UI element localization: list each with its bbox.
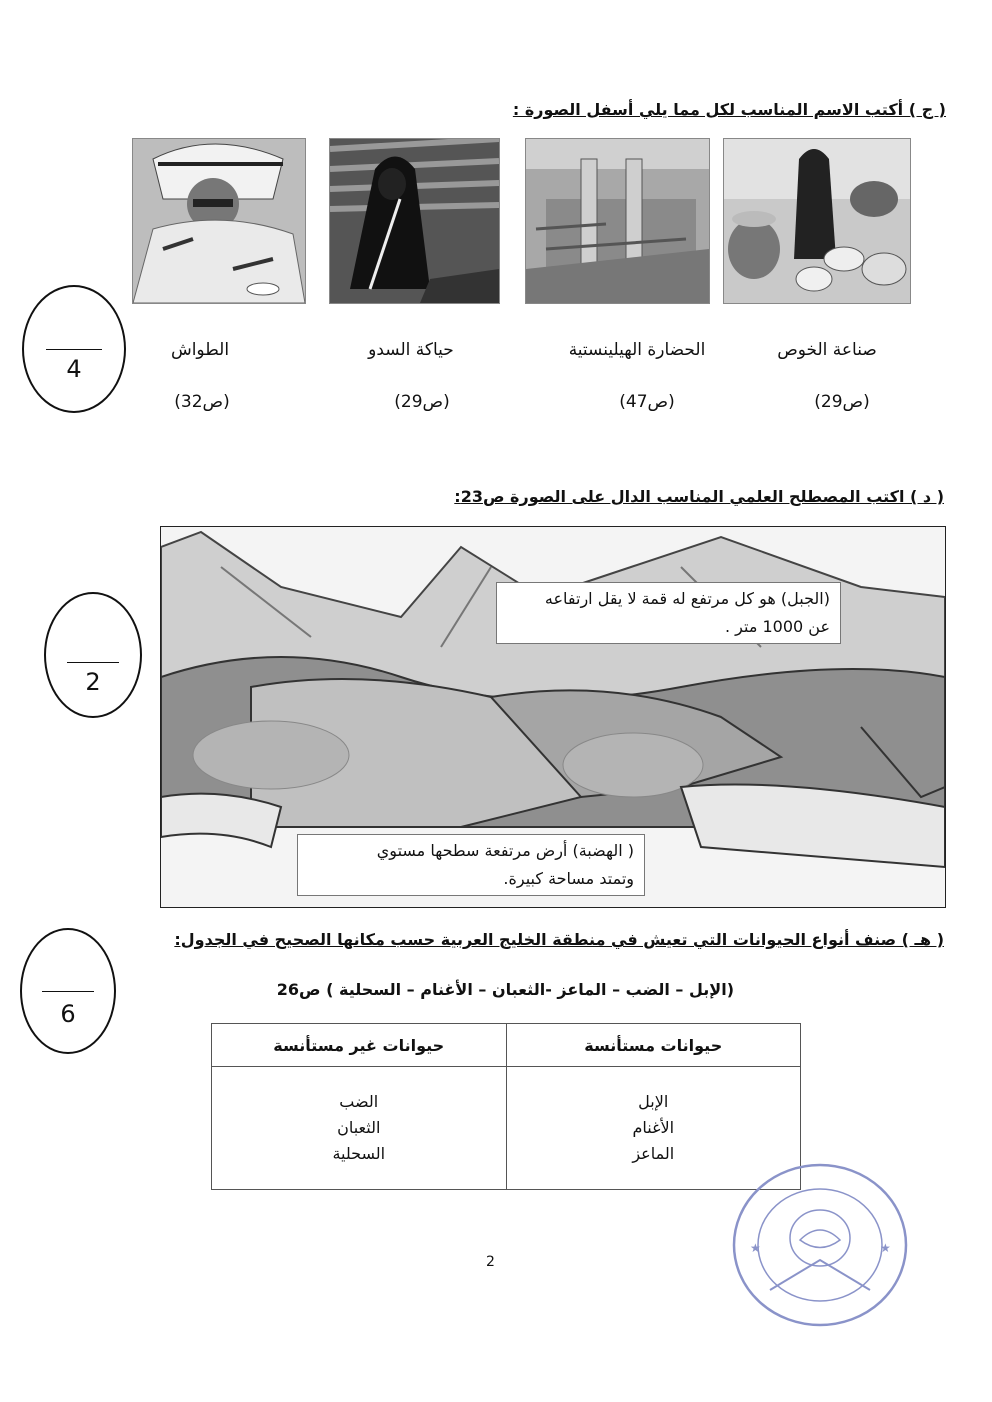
wild-item: الثعبان	[337, 1118, 381, 1137]
section-e-score-value: 6	[60, 1000, 76, 1028]
caption-hellenistic-label: الحضارة الهيلينستية	[568, 340, 706, 360]
caption-tawash-ref: (ص32)	[174, 392, 230, 412]
mountain-answer-box	[496, 582, 841, 644]
caption-sadu-ref: (ص29)	[394, 392, 450, 412]
caption-pottery-label: صناعة الخوص	[777, 340, 877, 360]
section-d-score	[44, 592, 142, 718]
wild-item: الضب	[339, 1092, 379, 1111]
word-bank: (الإبل – الضب – الماعز -الثعبان – الأغنام – السحلية ) ص26	[276, 980, 734, 999]
mountain-answer-line-2: عن 1000 متر .	[724, 617, 830, 636]
plateau-answer-box	[297, 834, 645, 896]
school-stamp-seal	[730, 1160, 910, 1330]
section-d-score-value: 2	[85, 668, 101, 696]
sadu-weaving-photo	[329, 138, 500, 304]
mountain-answer-line-1: (الجبل) هو كل مرتفع له قمة لا يقل ارتفاعه	[544, 589, 830, 608]
svg-text:★: ★	[880, 1241, 891, 1255]
wild-header: حيوانات غير مستأنسة	[212, 1024, 507, 1067]
pearl-merchant-photo	[132, 138, 306, 304]
animals-table	[211, 1023, 801, 1190]
domesticated-item: الماعز	[632, 1144, 675, 1163]
caption-hellenistic-ref: (ص47)	[619, 392, 675, 412]
svg-text:★: ★	[750, 1241, 761, 1255]
page-number: 2	[486, 1254, 495, 1270]
section-c-score	[22, 285, 126, 413]
domesticated-item: الإبل	[638, 1092, 669, 1111]
plateau-answer-line-2: وتمتد مساحة كبيرة.	[503, 869, 634, 888]
wild-item: السحلية	[332, 1144, 386, 1163]
section-e-score	[20, 928, 116, 1054]
caption-sadu-label: حياكة السدو	[368, 340, 454, 360]
caption-pottery-ref: (ص29)	[814, 392, 870, 412]
section-c-score-value: 4	[66, 355, 82, 383]
domesticated-header: حيوانات مستأنسة	[506, 1024, 801, 1067]
plateau-answer-line-1: ( الهضبة) أرض مرتفعة سطحها مستوي	[376, 841, 634, 860]
section-e-heading: ( هـ ) صنف أنواع الحيوانات التي تعيش في منطقة الخليج العربية حسب مكانها الصحيح في الجدول:	[174, 930, 944, 949]
pottery-weaving-photo	[723, 138, 911, 304]
caption-tawash-label: الطواش	[170, 340, 230, 360]
section-c-heading: ( ج ) أكتب الاسم المناسب لكل مما يلي أسفل الصورة :	[512, 100, 946, 119]
domesticated-item: الأغنام	[632, 1118, 675, 1137]
wild-cell	[212, 1067, 507, 1190]
hellenistic-ruins-photo	[525, 138, 710, 304]
section-d-heading: ( د ) اكتب المصطلح العلمي المناسب الدال على الصورة ص23:	[454, 487, 944, 506]
